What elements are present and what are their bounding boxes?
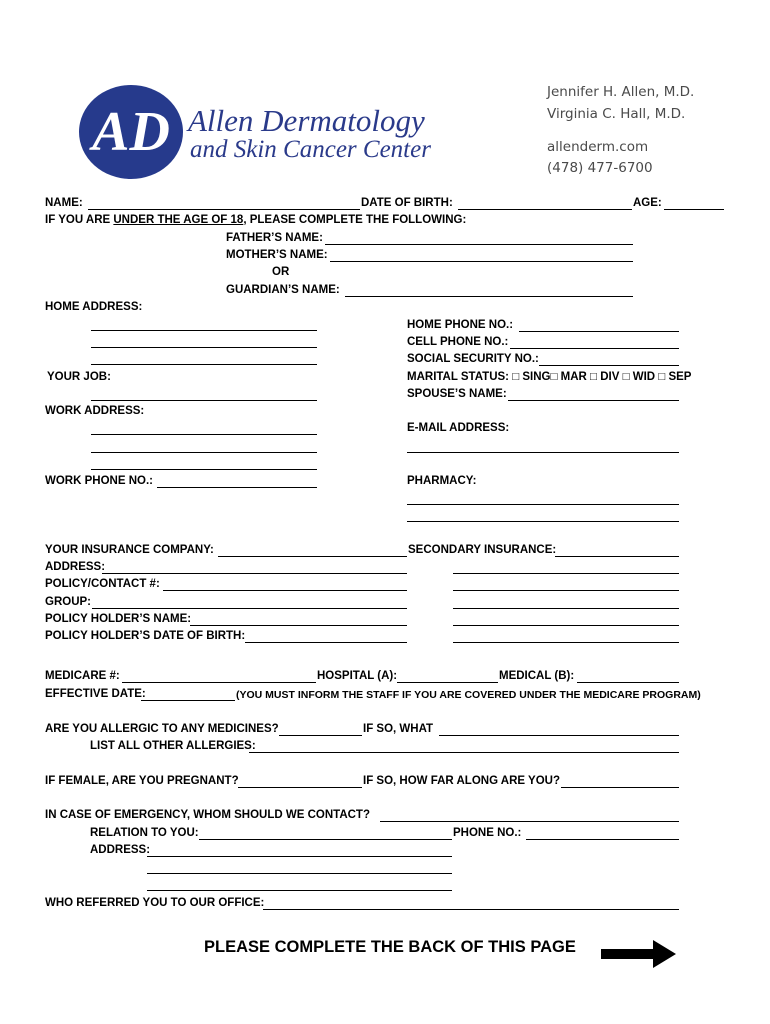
policy-contact-field[interactable] (163, 590, 407, 591)
emergency-phone-label: PHONE NO.: (453, 827, 522, 839)
email-label: E-MAIL ADDRESS: (407, 422, 510, 434)
insurance-address-field[interactable] (102, 573, 407, 574)
hospital-a-field[interactable] (397, 682, 498, 683)
logo-line1: Allen Dermatology (188, 103, 425, 138)
allergic-label: ARE YOU ALLERGIC TO ANY MEDICINES? (45, 723, 279, 735)
work-phone-label: WORK PHONE NO.: (45, 475, 153, 487)
marital-option-divorced: DIV (600, 371, 620, 383)
phone: (478) 477-6700 (547, 160, 653, 176)
insurance-company-label: YOUR INSURANCE COMPANY: (45, 544, 214, 556)
spouses-name-field[interactable] (508, 400, 679, 401)
emergency-contact-field[interactable] (380, 821, 679, 822)
complete-back-notice: PLEASE COMPLETE THE BACK OF THIS PAGE (204, 938, 576, 956)
home-address-label: HOME ADDRESS: (45, 301, 143, 313)
secondary-holder-dob-field[interactable] (453, 642, 679, 643)
medical-b-label: MEDICAL (B): (499, 670, 575, 682)
minor-instructions: IF YOU ARE UNDER THE AGE OF 18, PLEASE COMPLETE THE FOLLOWING: (45, 214, 467, 226)
pregnant-label: IF FEMALE, ARE YOU PREGNANT? (45, 775, 239, 787)
ssn-label: SOCIAL SECURITY NO.: (407, 353, 539, 365)
medical-b-field[interactable] (577, 682, 679, 683)
marital-option-single: SING (522, 371, 551, 383)
doctor-1: Jennifer H. Allen, M.D. (547, 84, 695, 100)
medicare-note: (YOU MUST INFORM THE STAFF IF YOU ARE COVERED UNDER THE MEDICARE PROGRAM) (236, 689, 701, 701)
hospital-a-label: HOSPITAL (A): (317, 670, 398, 682)
pregnant-field[interactable] (238, 787, 362, 788)
home-address-line-2[interactable] (91, 347, 317, 348)
emergency-phone-field[interactable] (526, 839, 679, 840)
group-field[interactable] (92, 608, 407, 609)
name-label: NAME: (45, 197, 83, 209)
policy-holder-name-label: POLICY HOLDER’S NAME: (45, 613, 192, 625)
work-phone-field[interactable] (157, 487, 317, 488)
marital-status-row (407, 370, 691, 384)
secondary-policy-field[interactable] (453, 590, 679, 591)
fathers-name-field[interactable] (325, 244, 633, 245)
your-job-field[interactable] (91, 400, 317, 401)
medicare-label: MEDICARE #: (45, 670, 120, 682)
policy-holder-dob-field[interactable] (245, 642, 407, 643)
cell-phone-label: CELL PHONE NO.: (407, 336, 509, 348)
pharmacy-line-2[interactable] (407, 521, 679, 522)
or-label: OR (272, 266, 290, 278)
if-so-what-label: IF SO, WHAT (363, 723, 434, 735)
logo-monogram: AD (92, 101, 170, 163)
logo-line2: and Skin Cancer Center (190, 136, 431, 163)
other-allergies-label: LIST ALL OTHER ALLERGIES: (90, 740, 256, 752)
website: allenderm.com (547, 139, 649, 155)
checkbox-icon[interactable]: □ (512, 371, 520, 383)
home-phone-field[interactable] (519, 331, 679, 332)
email-field[interactable] (407, 452, 679, 453)
secondary-insurance-field[interactable] (555, 556, 679, 557)
how-far-field[interactable] (561, 787, 679, 788)
dob-label: DATE OF BIRTH: (361, 197, 453, 209)
dob-field[interactable] (458, 209, 632, 210)
allergic-field[interactable] (279, 735, 362, 736)
marital-status-label: MARITAL STATUS: (407, 371, 509, 383)
marital-option-separated: SEP (668, 371, 692, 383)
emergency-address-label: ADDRESS: (90, 844, 151, 856)
pharmacy-label: PHARMACY: (407, 475, 477, 487)
secondary-holder-name-field[interactable] (453, 625, 679, 626)
guardians-name-field[interactable] (345, 296, 633, 297)
relation-field[interactable] (199, 839, 452, 840)
medicare-field[interactable] (122, 682, 316, 683)
pharmacy-line-1[interactable] (407, 504, 679, 505)
secondary-group-field[interactable] (453, 608, 679, 609)
effective-date-field[interactable] (141, 700, 235, 701)
relation-label: RELATION TO YOU: (90, 827, 199, 839)
marital-option-widowed: WID (632, 371, 656, 383)
work-address-line-1[interactable] (91, 434, 317, 435)
checkbox-icon[interactable]: □ (658, 371, 666, 383)
secondary-address-field[interactable] (453, 573, 679, 574)
cell-phone-field[interactable] (510, 348, 679, 349)
spouses-name-label: SPOUSE’S NAME: (407, 388, 507, 400)
work-address-line-2[interactable] (91, 452, 317, 453)
checkbox-icon[interactable]: □ (622, 371, 630, 383)
doctor-2: Virginia C. Hall, M.D. (547, 106, 686, 122)
home-phone-label: HOME PHONE NO.: (407, 319, 514, 331)
referred-field[interactable] (263, 909, 679, 910)
checkbox-icon[interactable]: □ (590, 371, 597, 383)
insurance-company-field[interactable] (218, 556, 407, 557)
group-label: GROUP: (45, 596, 91, 608)
emergency-address-line-2[interactable] (147, 873, 452, 874)
effective-date-label: EFFECTIVE DATE: (45, 688, 146, 700)
home-address-line-3[interactable] (91, 364, 317, 365)
secondary-insurance-label: SECONDARY INSURANCE: (408, 544, 557, 556)
mothers-name-field[interactable] (330, 261, 633, 262)
emergency-address-line-3[interactable] (147, 890, 452, 891)
age-label: AGE: (633, 197, 662, 209)
policy-contact-label: POLICY/CONTACT #: (45, 578, 160, 590)
emergency-contact-label: IN CASE OF EMERGENCY, WHOM SHOULD WE CONTACT? (45, 809, 370, 821)
policy-holder-name-field[interactable] (190, 625, 407, 626)
if-so-what-field[interactable] (439, 735, 679, 736)
policy-holder-dob-label: POLICY HOLDER’S DATE OF BIRTH: (45, 630, 246, 642)
marital-option-married: MAR (560, 371, 587, 383)
guardians-name-label: GUARDIAN’S NAME: (226, 284, 340, 296)
referred-label: WHO REFERRED YOU TO OUR OFFICE: (45, 897, 265, 909)
insurance-address-label: ADDRESS: (45, 561, 106, 573)
right-arrow-icon (601, 939, 677, 969)
home-address-line-1[interactable] (91, 330, 317, 331)
fathers-name-label: FATHER’S NAME: (226, 232, 323, 244)
emergency-address-line-1[interactable] (147, 856, 452, 857)
name-field[interactable] (88, 209, 360, 210)
your-job-label: YOUR JOB: (47, 371, 111, 383)
other-allergies-field[interactable] (249, 752, 679, 753)
ssn-field[interactable] (539, 365, 679, 366)
mothers-name-label: MOTHER’S NAME: (226, 249, 328, 261)
how-far-label: IF SO, HOW FAR ALONG ARE YOU? (363, 775, 560, 787)
age-field[interactable] (664, 209, 724, 210)
work-address-line-3[interactable] (91, 469, 317, 470)
checkbox-icon[interactable]: □ (550, 371, 558, 383)
work-address-label: WORK ADDRESS: (45, 405, 145, 417)
